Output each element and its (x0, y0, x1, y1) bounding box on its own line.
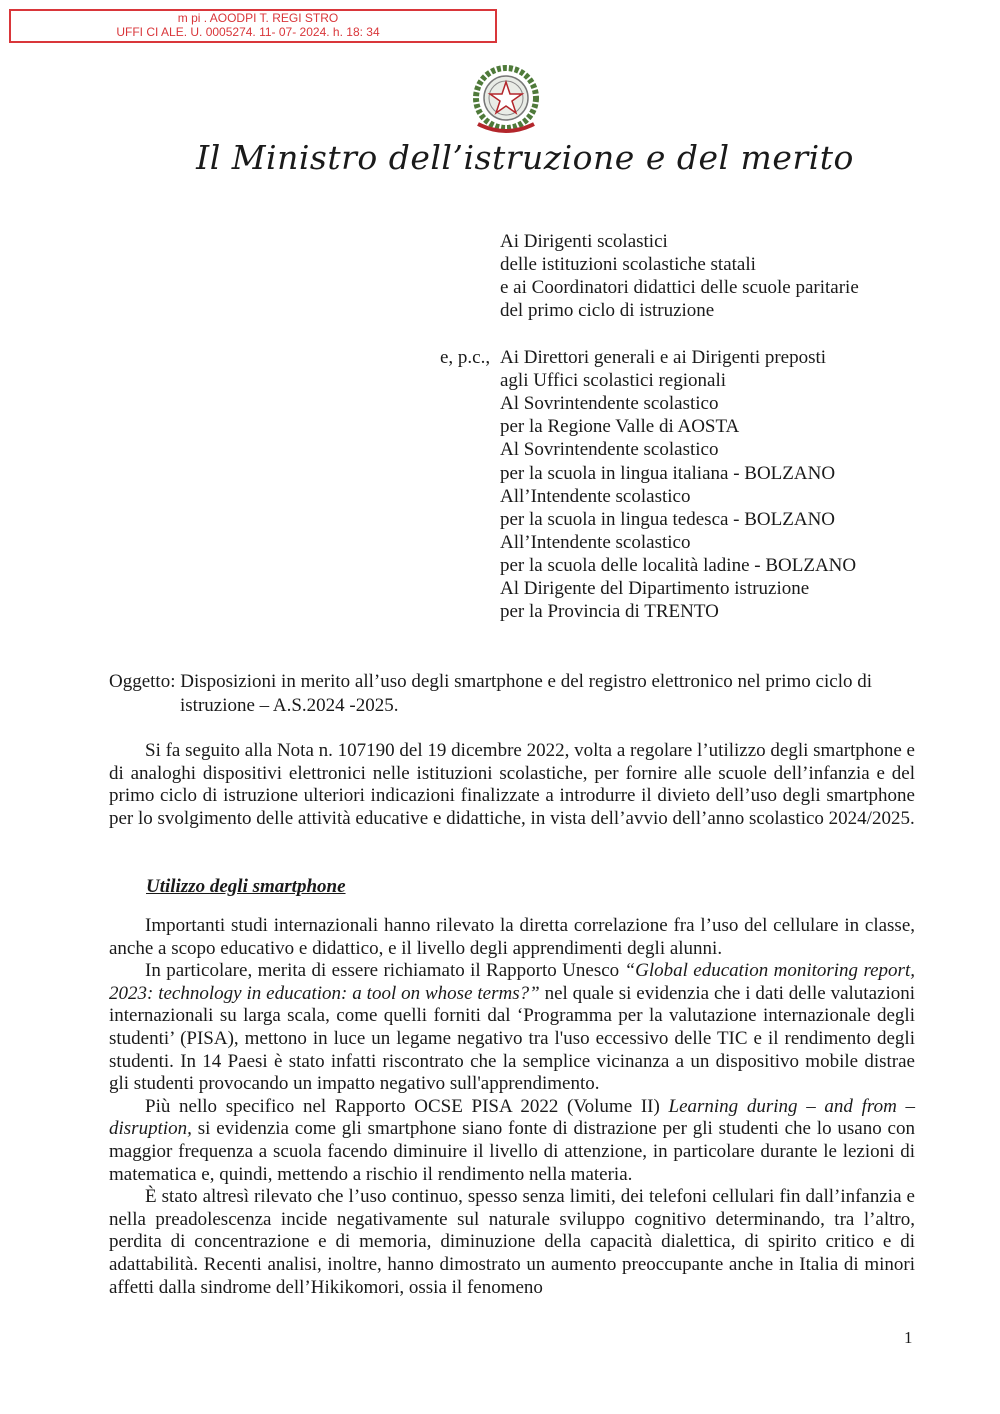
body-paragraphs (109, 915, 915, 1299)
italian-republic-emblem-icon (468, 62, 544, 138)
intro-paragraph (109, 740, 915, 830)
cc-label: e, p.c., (440, 347, 491, 368)
cc-line: Al Sovrintendente scolastico (500, 393, 719, 414)
stamp-line-1: m pi . AOODPI T. REGI STRO (177, 11, 339, 25)
stamp-line-2: UFFI CI ALE. U. 0005274. 11- 07- 2024. h. 18: 34 (116, 25, 380, 39)
cc-line: per la scuola in lingua italiana - BOLZANO (500, 463, 836, 484)
cc-line: per la scuola in lingua tedesca - BOLZANO (500, 509, 836, 530)
protocol-stamp (9, 9, 497, 43)
cc-line: Al Sovrintendente scolastico (500, 439, 719, 460)
paragraph-2-text-cont: nel quale si evidenzia che i dati delle valutazioni internazionali su larga scala, come quelli forniti dal ‘Programma per la valutazione internazionale degli studenti’ (PISA), mettono in luce un legame negativo tra l'uso eccessivo delle TIC e il rendimento degli studenti. In 14 Paesi è stato infatti riscontrato che la semplice vicinanza a un dispositivo mobile distrae gli studenti provocando un impatto negativo sull'apprendimento. (109, 982, 915, 1095)
cc-line: Ai Direttori generali e ai Dirigenti preposti (500, 347, 827, 368)
cc-line: agli Uffici scolastici regionali (500, 370, 726, 391)
cc-line: per la Regione Valle di AOSTA (500, 416, 740, 437)
paragraph-2 (109, 960, 915, 1096)
paragraph-1: Importanti studi internazionali hanno rilevato la diretta correlazione fra l’uso del cellulare in classe, anche a scopo educativo e didattico, e il livello degli apprendimenti degli alunni. (109, 915, 915, 959)
subject-block (109, 670, 917, 717)
page-number: 1 (904, 1328, 913, 1347)
ministry-title: Il Ministro dell’istruzione e del merito (196, 138, 854, 177)
unesco-report-title: “Global education monitoring report, 2023: technology in education: a tool on whose terms?” (109, 960, 915, 1004)
recipient-line: Ai Dirigenti scolastici (500, 231, 668, 252)
ocse-report-title: Learning during – and from – disruption, (109, 1095, 915, 1140)
recipient-line: e ai Coordinatori didattici delle scuole paritarie (500, 277, 859, 298)
paragraph-3 (109, 1096, 915, 1186)
paragraph-3-text: Più nello specifico nel Rapporto OCSE PISA 2022 (Volume II) (145, 1095, 669, 1117)
cc-line: Al Dirigente del Dipartimento istruzione (500, 578, 810, 599)
intro-text: Si fa seguito alla Nota n. 107190 del 19 dicembre 2022, volta a regolare l’utilizzo degli smartphone e di analoghi dispositivi elettronici nelle istituzioni scolastiche, per fornire alle scuole dell’infanzia e del primo ciclo di istruzione ulteriori indicazioni finalizzate a introdurre il divieto dell’uso degli smartphone per lo svolgimento delle attività educative e didattiche, in vista dell’avvio dell’anno scolastico 2024/2025. (109, 740, 915, 829)
cc-line: per la Provincia di TRENTO (500, 601, 719, 622)
subject-line-1: Oggetto: Disposizioni in merito all’uso degli smartphone e del registro elettronico nel primo ciclo di (109, 671, 872, 692)
recipient-line: delle istituzioni scolastiche statali (500, 254, 756, 275)
paragraph-4: È stato altresì rilevato che l’uso continuo, spesso senza limiti, dei telefoni cellulari fin dall’infanzia e nella preadolescenza incide negativamente sul naturale sviluppo cognitivo determinando, tra l’altro, perdita di concentrazione e di memoria, diminuzione della capacità dialettica, di spirito critico e di adattabilità. Recenti analisi, inoltre, hanno dimostrato un aumento preoccupante anche in Italia di minori affetti dalla sindrome dell’Hikikomori, ossia il fenomeno (109, 1186, 915, 1298)
subject-line-2: istruzione – A.S.2024 -2025. (180, 694, 399, 716)
section-heading: Utilizzo degli smartphone (146, 876, 346, 897)
paragraph-2-text: In particolare, merita di essere richiamato il Rapporto Unesco (145, 960, 625, 982)
paragraph-3-text-cont: si evidenzia come gli smartphone siano fonte di distrazione per gli studenti che lo usano con maggior frequenza a scuola facendo diminuire il livello di attenzione, in particolare durante le lezioni di matematica e, quindi, mettendo a rischio il rendimento nella materia. (109, 1118, 915, 1185)
cc-line: All’Intendente scolastico (500, 532, 691, 553)
recipient-line: del primo ciclo di istruzione (500, 300, 715, 321)
cc-line: All’Intendente scolastico (500, 486, 691, 507)
cc-line: per la scuola delle località ladine - BOLZANO (500, 555, 857, 576)
